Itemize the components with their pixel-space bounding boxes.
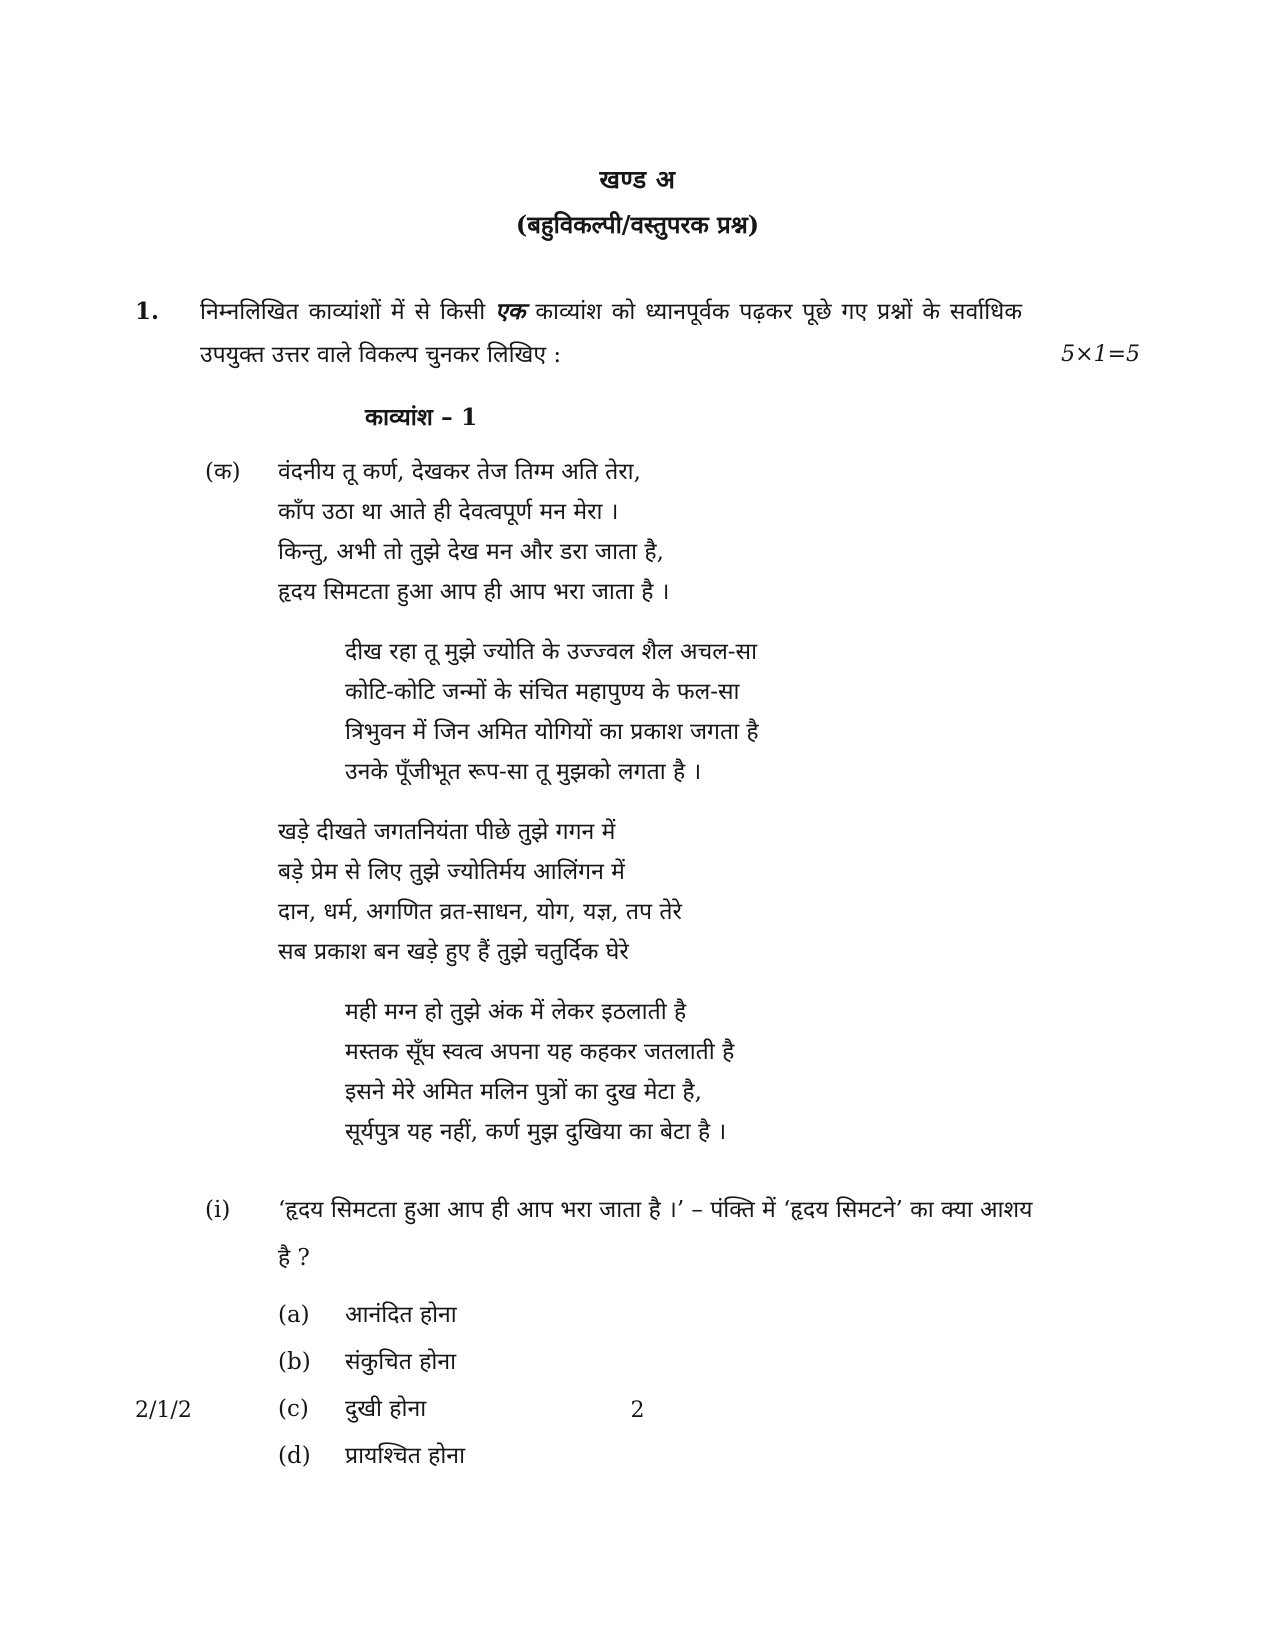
poem-line: किन्तु, अभी तो तुझे देख मन और डरा जाता है, bbox=[278, 539, 664, 566]
poem-line: त्रिभुवन में जिन अमित योगियों का प्रकाश जगता है bbox=[345, 719, 759, 746]
section-subtitle: (बहुविकल्पी/वस्तुपरक प्रश्न) bbox=[515, 210, 760, 239]
poem-line: उनके पूँजीभूत रूप-सा तू मुझको लगता है । bbox=[345, 759, 702, 786]
option-a-text: आनंदित होना bbox=[345, 1301, 457, 1328]
poem-line: मस्तक सूँघ स्वत्व अपना यह कहकर जतलाती है bbox=[345, 1039, 735, 1066]
subquestion-i-label: (i) bbox=[205, 1197, 231, 1224]
poem-line: काँप उठा था आते ही देवत्वपूर्ण मन मेरा । bbox=[278, 499, 619, 526]
page-number: 2 bbox=[630, 1398, 645, 1423]
option-d bbox=[278, 1441, 1140, 1471]
subquestion-i-text: ‘हृदय सिमटता हुआ आप ही आप भरा जाता है ।’ – पंक्ति में ‘हृदय सिमटने’ का क्या आशय है ? bbox=[278, 1197, 1033, 1272]
option-a-label: (a) bbox=[278, 1301, 310, 1328]
poem-line: सूर्यपुत्र यह नहीं, कर्ण मुझ दुखिया का बेटा है । bbox=[345, 1119, 727, 1146]
paper-code: 2/1/2 bbox=[135, 1398, 192, 1423]
option-b bbox=[278, 1347, 1140, 1377]
question-1-number: 1. bbox=[135, 298, 160, 325]
option-c-text: दुखी होना bbox=[345, 1395, 427, 1422]
poem-line: खड़े दीखते जगतनियंता पीछे तुझे गगन में bbox=[278, 819, 616, 846]
passage-title: काव्यांश – 1 bbox=[365, 403, 478, 432]
question-1-intro bbox=[200, 291, 1022, 376]
poem-line: मही मग्न हो तुझे अंक में लेकर इठलाती है bbox=[345, 999, 687, 1026]
section-title: खण्ड अ bbox=[599, 165, 676, 194]
question-1-intro-emphasis: एक bbox=[495, 298, 526, 325]
poem-line: हृदय सिमटता हुआ आप ही आप भरा जाता है । bbox=[278, 579, 670, 606]
poem-stanza-2 bbox=[345, 632, 759, 792]
poem-stanza-4 bbox=[345, 992, 759, 1152]
option-d-text: प्रायश्चित होना bbox=[345, 1442, 466, 1469]
poem-line: बड़े प्रेम से लिए तुझे ज्योतिर्मय आलिंगन में bbox=[278, 859, 625, 886]
poem-line: वंदनीय तू कर्ण, देखकर तेज तिग्म अति तेरा, bbox=[278, 459, 641, 486]
poem-line: दान, धर्म, अगणित व्रत-साधन, योग, यज्ञ, तप तेरे bbox=[278, 899, 682, 926]
question-1-intro-part2: काव्यांश को ध्यानपूर्वक पढ़कर पूछे गए प्रश्नों के सर्वाधिक उपयुक्त उत्तर वाले विकल्प चुनकर लिखिए : bbox=[200, 299, 1022, 368]
poem-stanzas bbox=[278, 452, 759, 1152]
poem-line: दीख रहा तू मुझे ज्योति के उज्ज्वल शैल अचल-सा bbox=[345, 639, 758, 666]
poem-stanza-3 bbox=[278, 812, 759, 972]
option-c-label: (c) bbox=[278, 1395, 309, 1422]
option-b-text: संकुचित होना bbox=[345, 1348, 457, 1375]
subquestion-i bbox=[135, 1186, 1140, 1283]
poem-stanza-1 bbox=[278, 452, 759, 612]
part-label-ka: (क) bbox=[205, 459, 241, 486]
options-list bbox=[278, 1300, 1140, 1471]
poem-line: कोटि-कोटि जन्मों के संचित महापुण्य के फल-सा bbox=[345, 679, 740, 706]
poem-line: सब प्रकाश बन खड़े हुए हैं तुझे चतुर्दिक घेरे bbox=[278, 939, 629, 966]
option-b-label: (b) bbox=[278, 1348, 311, 1375]
page-footer bbox=[0, 1398, 1275, 1423]
question-1-intro-part1: निम्नलिखित काव्यांशों में से किसी bbox=[200, 299, 496, 325]
option-d-label: (d) bbox=[278, 1442, 311, 1469]
poem-line: इसने मेरे अमित मलिन पुत्रों का दुख मेटा है, bbox=[345, 1079, 702, 1106]
poem-passage bbox=[135, 452, 1140, 1152]
question-1 bbox=[135, 291, 1140, 376]
section-header bbox=[135, 162, 1140, 241]
option-a bbox=[278, 1300, 1140, 1330]
question-1-marks: 5×1=5 bbox=[1061, 342, 1140, 368]
